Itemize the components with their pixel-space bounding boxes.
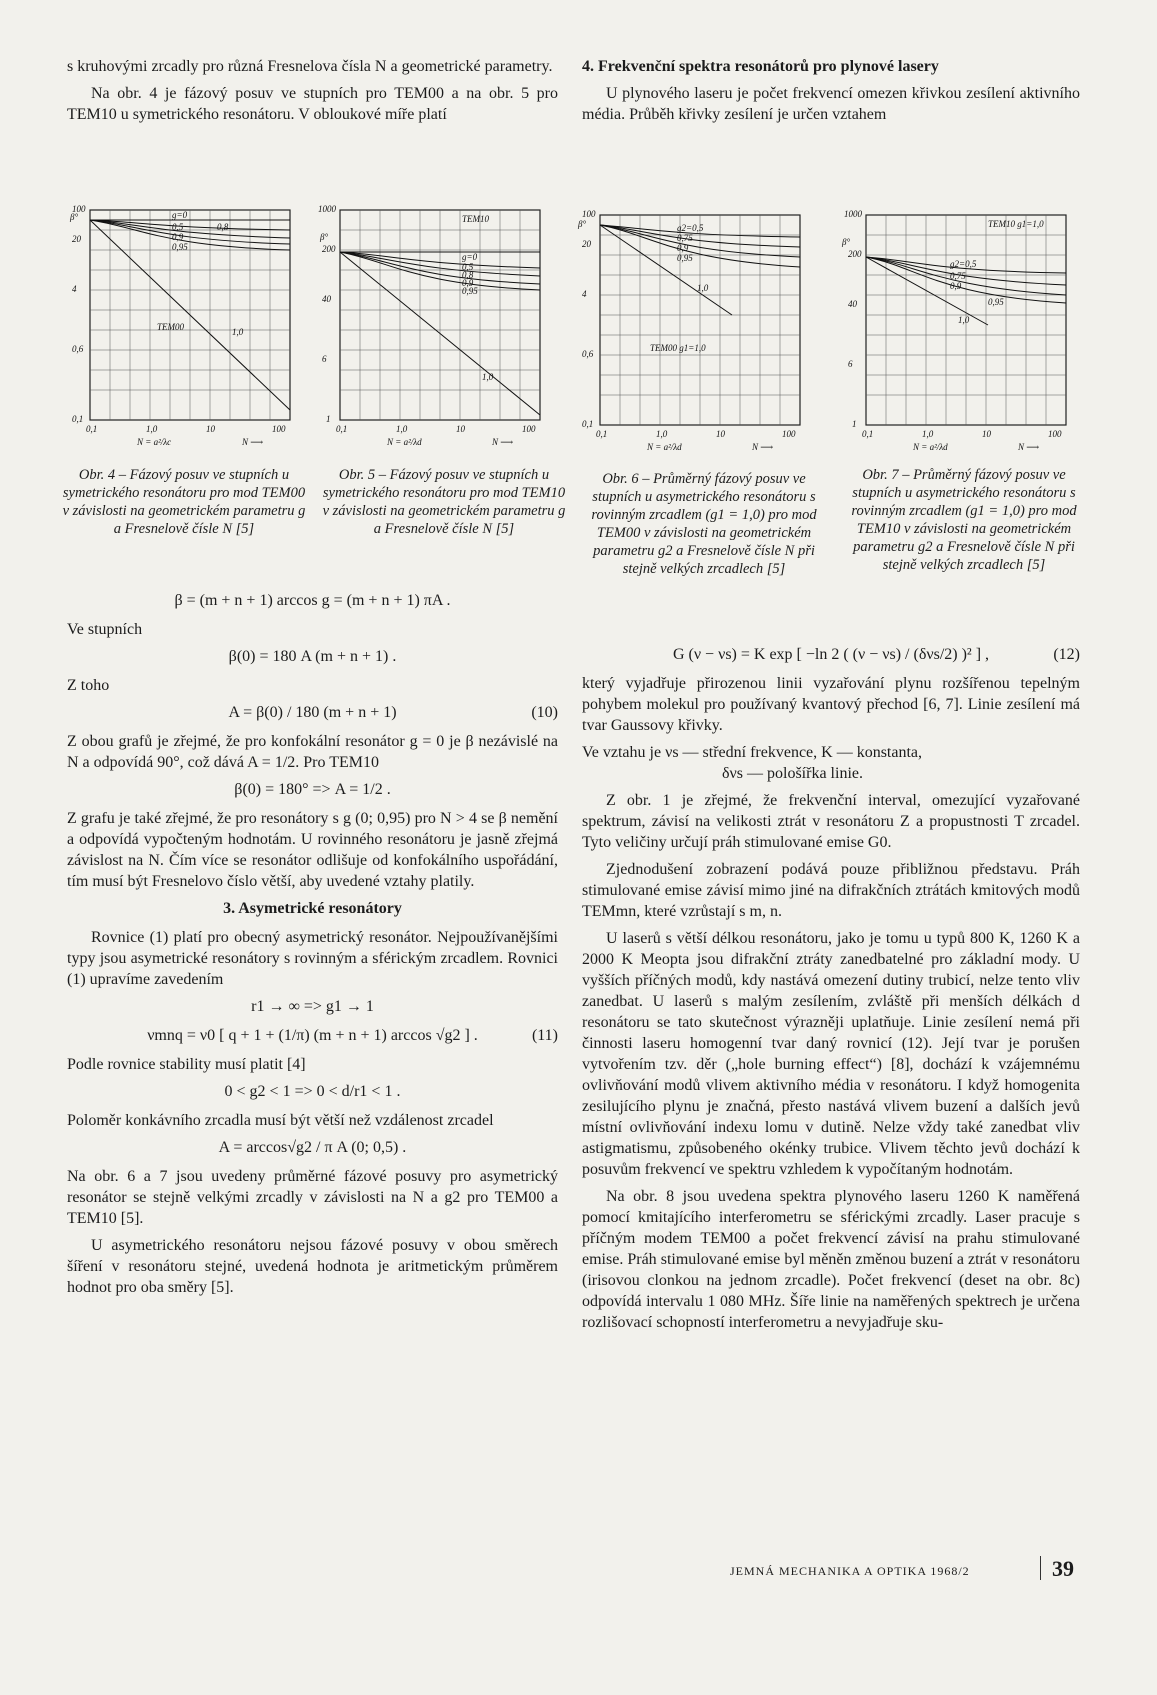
figure-4-graph xyxy=(62,200,307,465)
x-tick: 100 xyxy=(1048,429,1062,439)
y-tick: 0,6 xyxy=(72,344,84,354)
x-tick: 0,1 xyxy=(336,424,348,434)
paragraph: Z obr. 1 je zřejmé, že frekvenční interval, omezující vyzařované spektrum, závisí na velikosti ztrát v resonátoru Z a propustnosti T zrcadel. Tyto veličiny určují práh stimulované emise G0. xyxy=(582,792,1080,851)
fig5-svg xyxy=(312,200,557,465)
x-tick: 1,0 xyxy=(146,424,158,434)
y-tick: 4 xyxy=(72,284,77,294)
figure-7-caption: Obr. 7 – Průměrný fázový posuv ve stupních u asymetrického resonátoru s rovinným zrcadlem (g1 = 1,0) pro mod TEM10 v závislosti na geometrickém parametru g2 a Fresnelově čísle N při stejně velkých zrcadlech [5] xyxy=(851,467,1077,573)
curve-label: 1,0 xyxy=(482,372,494,382)
paragraph: Ve vztahu je νs — střední frekvence, K — konstanta, xyxy=(582,744,923,761)
paragraph: Na obr. 4 je fázový posuv ve stupních pro TEM00 a na obr. 5 pro TEM10 u symetrického resonátoru. V obloukové míře platí xyxy=(67,85,558,123)
equation xyxy=(67,702,558,723)
left-column-top xyxy=(67,56,558,131)
equation: β(0) = 180 A (m + n + 1) . xyxy=(228,648,397,665)
equation: A = arccos√g2 / π A (0; 0,5) . xyxy=(218,1139,407,1156)
y-tick: 0,1 xyxy=(72,414,84,424)
curve-label: g=0 xyxy=(172,210,188,220)
x-tick: 10 xyxy=(716,429,725,439)
curve-label: 0,9 xyxy=(172,232,184,242)
paragraph: δνs — pološířka linie. xyxy=(722,765,863,782)
x-label: N = a²/λc xyxy=(137,437,172,447)
curve-label: 1,0 xyxy=(697,283,709,293)
paragraph: Z grafu je také zřejmé, že pro resonátory s g (0; 0,95) pro N > 4 se β nemění a odpovídá vypočteným hodnotám. U rovinného resonátoru je jasně zřejmá závislost na N. Čím více se resonátor odlišuje od konfokálního uspořádání, tím musí být Fresnelovo číslo větší, aby uvedené vztahy platily. xyxy=(67,810,558,890)
x-tick: 1,0 xyxy=(396,424,408,434)
x-label: N = a²/λd xyxy=(647,442,682,452)
curve-label: 0,95 xyxy=(988,297,1004,307)
paragraph: Ve stupních xyxy=(67,621,143,638)
curve-label: 0,5 xyxy=(462,262,474,272)
x-tick: 10 xyxy=(206,424,215,434)
x-arrow: N ⟶ xyxy=(1018,442,1040,452)
equation xyxy=(67,1025,558,1046)
figure-6-caption: Obr. 6 – Průměrný fázový posuv ve stupních u asymetrického resonátoru s rovinným zrcadlem (g1 = 1,0) pro mod TEM00 v závislosti na geometrickém parametru g2 a Fresnelově čísle N při stejně velkých zrcadlech [5] xyxy=(591,471,817,577)
paragraph: Z obou grafů je zřejmé, že pro konfokální resonátor g = 0 je β nezávislé na N a odpovídá 90°, což dává A = 1/2. Pro TEM10 xyxy=(67,733,558,771)
x-tick: 0,1 xyxy=(596,429,608,439)
figure-4-caption: Obr. 4 – Fázový posuv ve stupních u symetrického resonátoru pro mod TEM00 v závislosti na geometrickém parametru g a Fresnelově čísle N [5] xyxy=(62,467,306,537)
equation-body: νmnq = ν0 [ q + 1 + (1/π) (m + n + 1) arccos √g2 ] . xyxy=(147,1027,478,1044)
paragraph: Na obr. 8 jsou uvedena spektra plynového laseru 1260 K naměřená pomocí kmitajícího interferometru se sférickými zrcadly. Laser pracuje s příčným modem TEM00 a počet frekvencí závisí na prahu stimulované emise. Práh stimulované emise byl měněn změnou buzení a ztrát v resonátoru (irisovou clonkou na jednom zrcadle). Počet frekvencí (deset na obr. 8c) odpovídá intervalu 1 080 MHz. Šíře linie na naměřených spektrech je určena rozlišovací schopností interferometru a nevyjadřuje sku- xyxy=(582,1188,1080,1331)
curve-label: 1,0 xyxy=(958,315,970,325)
section-heading: 4. Frekvenční spektra resonátorů pro plynové lasery xyxy=(582,58,939,75)
curve-label: 0,9 xyxy=(462,278,474,288)
y-tick: 200 xyxy=(322,244,336,254)
paragraph: Na obr. 6 a 7 jsou uvedeny průměrné fázové posuvy pro asymetrický resonátor se stejně velkými zrcadly v závislosti na N a g2 pro TEM00 a TEM10 [5]. xyxy=(67,1168,558,1227)
x-tick: 0,1 xyxy=(86,424,98,434)
footer-divider xyxy=(1040,1556,1041,1580)
journal-footer: JEMNÁ MECHANIKA A OPTIKA 1968/2 xyxy=(730,1564,970,1578)
x-arrow: N ⟶ xyxy=(752,442,774,452)
y-tick: 1000 xyxy=(318,204,336,214)
y-label: β° xyxy=(320,232,329,242)
y-tick: 4 xyxy=(582,289,587,299)
section-heading: 3. Asymetrické resonátory xyxy=(223,900,402,917)
paragraph: U asymetrického resonátoru nejsou fázové posuvy v obou směrech šíření v resonátoru stejné, uvedená hodnota je aritmetickým průměrem hodnot pro oba směry [5]. xyxy=(67,1237,558,1296)
paragraph: Z toho xyxy=(67,677,110,694)
x-tick: 100 xyxy=(272,424,286,434)
x-label: N = a²/λd xyxy=(387,437,422,447)
y-tick: 1000 xyxy=(844,209,862,219)
figure-5-graph xyxy=(312,200,557,465)
x-tick: 100 xyxy=(782,429,796,439)
fig7-svg xyxy=(838,205,1083,470)
curve-label: TEM00 g1=1,0 xyxy=(650,343,706,353)
equation: r1 → ∞ => g1 → 1 xyxy=(251,998,374,1015)
curve-label: 0,8 xyxy=(217,222,229,232)
curve-label: g2=0,5 xyxy=(950,259,977,269)
curve-label: g2=0,5 xyxy=(677,223,704,233)
y-tick: 6 xyxy=(322,354,327,364)
figure-7-graph xyxy=(838,205,1083,470)
y-tick: 0,1 xyxy=(582,419,594,429)
equation: β = (m + n + 1) arccos g = (m + n + 1) πA . xyxy=(174,592,451,609)
y-tick: 100 xyxy=(72,204,86,214)
curve-label: TEM10 xyxy=(462,214,489,224)
equation-body: G (ν − νs) = K exp [ −ln 2 ( (ν − νs) / (δνs/2) )² ] , xyxy=(672,646,990,663)
paragraph: který vyjadřuje přirozenou linii vyzařování plynu rozšířenou tepelným pohybem molekul pro používaný kvantový přechod [6, 7]. Linie zesílení má tvar Gaussovy křivky. xyxy=(582,675,1080,734)
x-arrow: N ⟶ xyxy=(242,437,264,447)
curve-label: TEM10 g1=1,0 xyxy=(988,219,1044,229)
curve-label: 0,9 xyxy=(950,281,962,291)
y-label: β° xyxy=(578,219,587,229)
x-arrow: N ⟶ xyxy=(492,437,514,447)
x-tick: 10 xyxy=(982,429,991,439)
equation-number: (12) xyxy=(1053,646,1080,663)
fig6-svg xyxy=(572,205,817,470)
y-tick: 100 xyxy=(582,209,596,219)
y-tick: 40 xyxy=(848,299,857,309)
paragraph: U plynového laseru je počet frekvencí omezen křivkou zesílení aktivního média. Průběh křivky zesílení je určen vztahem xyxy=(582,85,1080,123)
x-label: N = a²/λd xyxy=(913,442,948,452)
fig4-svg xyxy=(62,200,307,465)
paragraph: Poloměr konkávního zrcadla musí být větší než vzdálenost zrcadel xyxy=(67,1112,494,1129)
paragraph: Rovnice (1) platí pro obecný asymetrický resonátor. Nejpoužívanějšími typy jsou asymetrické resonátory s rovinným a sférickým zrcadlem. Rovnici (1) upravíme zavedením xyxy=(67,929,558,988)
curve-label: 0,5 xyxy=(172,222,184,232)
curve-label: 0,9 xyxy=(677,243,689,253)
equation xyxy=(582,644,1080,665)
figure-5-caption: Obr. 5 – Fázový posuv ve stupních u symetrického resonátoru pro mod TEM10 v závislosti na geometrickém parametru g a Fresnelově čísle N [5] xyxy=(322,467,566,537)
y-tick: 1 xyxy=(326,414,331,424)
y-tick: 0,6 xyxy=(582,349,594,359)
figure-6-graph xyxy=(572,205,817,470)
x-tick: 0,1 xyxy=(862,429,874,439)
y-tick: 40 xyxy=(322,294,331,304)
x-tick: 1,0 xyxy=(656,429,668,439)
equation-body: A = β(0) / 180 (m + n + 1) xyxy=(228,704,397,721)
right-column-bottom xyxy=(582,640,1080,1339)
x-tick: 100 xyxy=(522,424,536,434)
curve-label: g=0 xyxy=(462,252,478,262)
y-tick: 6 xyxy=(848,359,853,369)
paragraph: s kruhovými zrcadly pro různá Fresnelova čísla N a geometrické parametry. xyxy=(67,58,553,75)
page-number: 39 xyxy=(1052,1556,1074,1581)
curve-label: 1,0 xyxy=(232,327,244,337)
x-tick: 1,0 xyxy=(922,429,934,439)
equation-number: (10) xyxy=(531,704,558,721)
equation: β(0) = 180° => A = 1/2 . xyxy=(234,781,391,798)
curve-label: 0,95 xyxy=(677,253,693,263)
y-label: β° xyxy=(70,212,79,222)
y-tick: 20 xyxy=(72,234,81,244)
y-tick: 200 xyxy=(848,249,862,259)
right-column-top xyxy=(582,56,1080,131)
curve-label: 0,75 xyxy=(950,271,966,281)
x-tick: 10 xyxy=(456,424,465,434)
y-label: β° xyxy=(842,237,851,247)
y-tick: 1 xyxy=(852,419,857,429)
curve-label: 0,95 xyxy=(462,286,478,296)
paragraph: U laserů s větší délkou resonátoru, jako je tomu u typů 800 K, 1260 K a 2000 K Meopta jsou difrakční ztráty zanedbatelné pro základní mody. U vyšších příčných modů, kdy nastává omezení dutiny trubicí, nelze tento vliv zanedbat. U laserů s malým zesílením, zvláště při menších délkách d resonátoru se tato skutečnost výrazněji uplatňuje. Linie zesílení nemá při činnosti laseru homogenní tvar daný rovnicí (12). Její tvar je porušen vytvořením tzv. děr („hole burning effect“) [8], dochází k vzájemnému ovlivňování modů vlivem aktivního média v resonátoru. I když homogenita zesilujícího plynu je značná, přesto nastává vlivem buzení a dalších jevů místní ovlivňování indexu lomu v dutině. Nelze vždy také zanedbat vliv astigmatismu, způsobeného okénky trubice. Vlivem těchto jevů dochází k posuvům frekvencí ve spektru vzhledem k vypočítaným hodnotám. xyxy=(582,930,1080,1178)
paragraph: Zjednodušení zobrazení podává pouze přibližnou představu. Práh stimulované emise závisí mimo jiné na difrakčních ztrátách kmitových modů TEMmn, které vzrůstají s m, n. xyxy=(582,861,1080,920)
paragraph: Podle rovnice stability musí platit [4] xyxy=(67,1056,306,1073)
left-column-bottom xyxy=(67,586,558,1304)
y-tick: 20 xyxy=(582,239,591,249)
curve-label: 0,95 xyxy=(172,242,188,252)
equation: 0 < g2 < 1 => 0 < d/r1 < 1 . xyxy=(224,1083,401,1100)
equation-number: (11) xyxy=(531,1027,558,1044)
curve-label: 0,75 xyxy=(677,233,693,243)
curve-label: TEM00 xyxy=(157,322,184,332)
curve-label: 0,8 xyxy=(462,270,474,280)
